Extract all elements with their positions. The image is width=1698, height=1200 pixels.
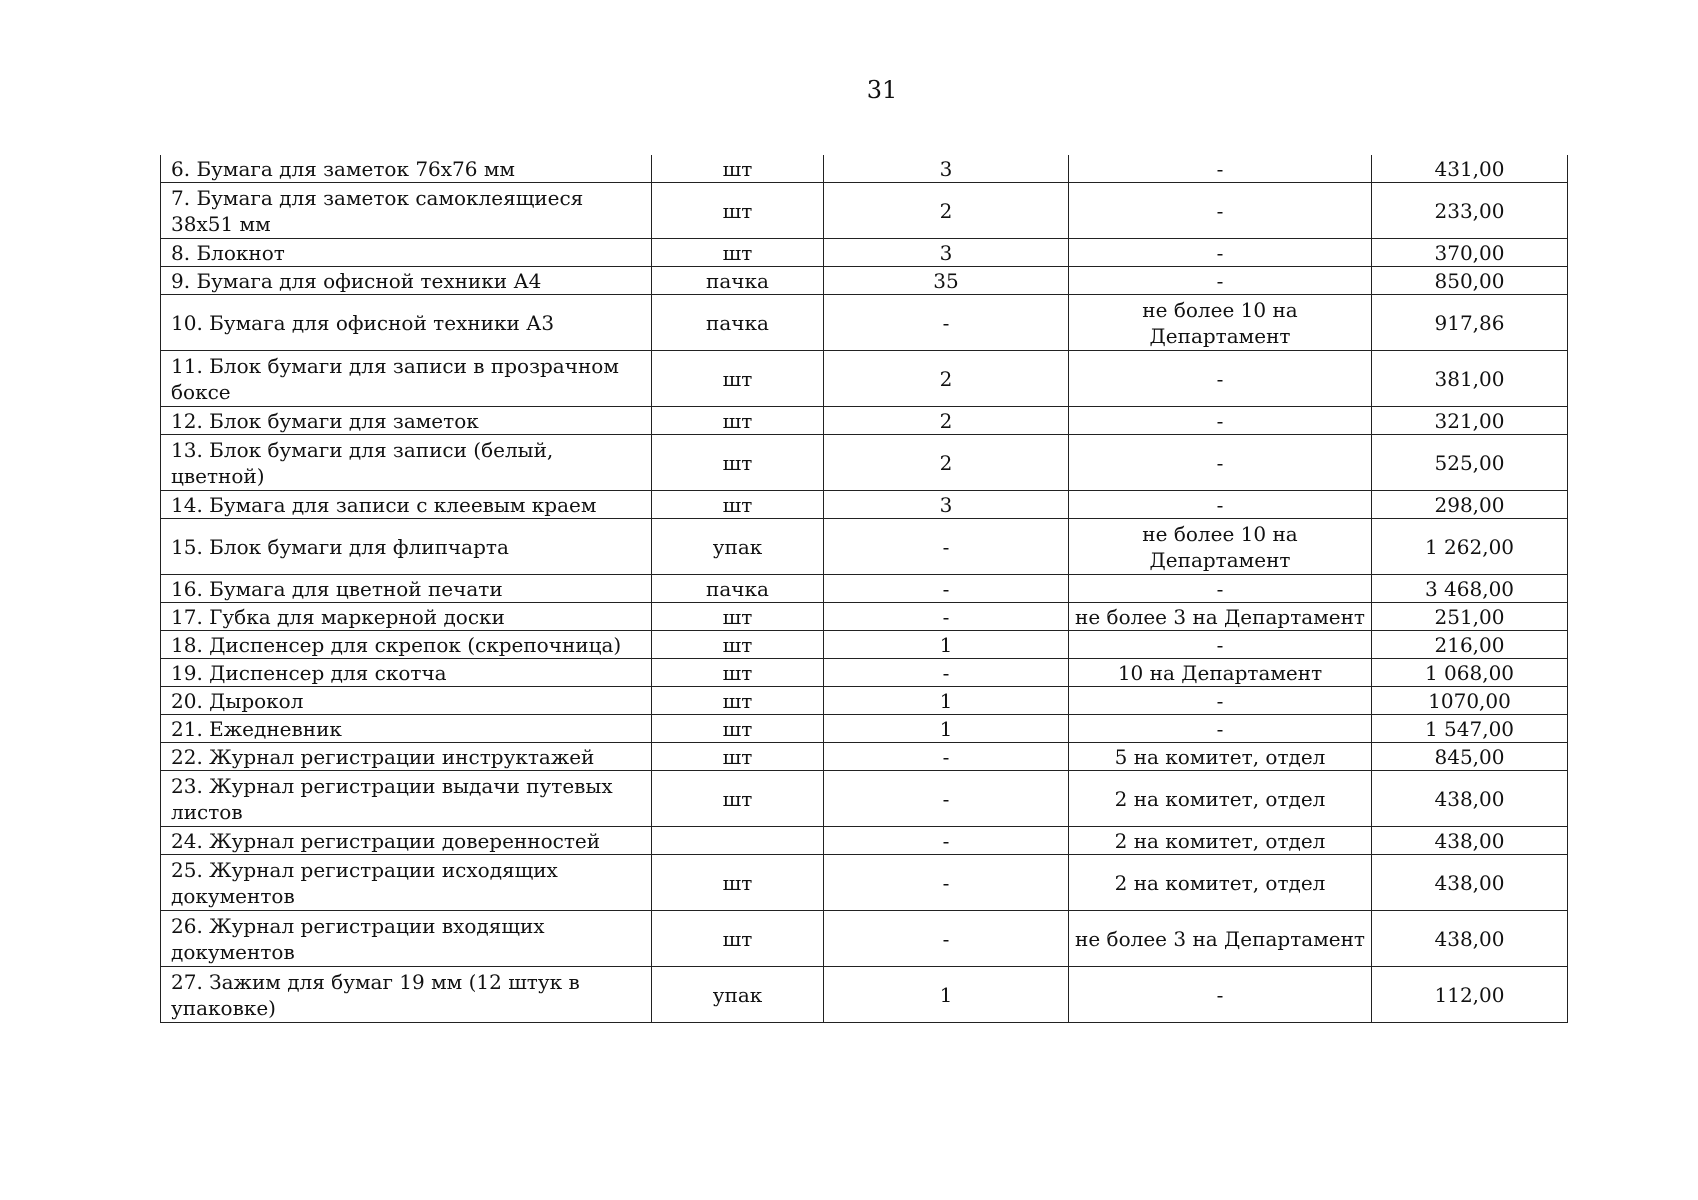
item-price: 438,00 bbox=[1372, 911, 1568, 967]
table-row bbox=[161, 687, 1568, 715]
item-quantity: - bbox=[824, 771, 1069, 827]
item-quantity: 35 bbox=[824, 267, 1069, 295]
item-price: 438,00 bbox=[1372, 855, 1568, 911]
item-price: 1 547,00 bbox=[1372, 715, 1568, 743]
table-row bbox=[161, 855, 1568, 911]
item-unit: шт bbox=[652, 155, 824, 183]
item-price: 917,86 bbox=[1372, 295, 1568, 351]
item-unit: шт bbox=[652, 603, 824, 631]
item-unit: шт bbox=[652, 407, 824, 435]
table-row bbox=[161, 491, 1568, 519]
table-row bbox=[161, 239, 1568, 267]
item-note: - bbox=[1069, 407, 1372, 435]
item-name: 9. Бумага для офисной техники А4 bbox=[161, 267, 652, 295]
item-quantity: - bbox=[824, 659, 1069, 687]
item-unit: пачка bbox=[652, 295, 824, 351]
table-row bbox=[161, 435, 1568, 491]
item-unit: шт bbox=[652, 743, 824, 771]
supplies-table bbox=[160, 155, 1568, 1023]
item-price: 298,00 bbox=[1372, 491, 1568, 519]
table-row bbox=[161, 351, 1568, 407]
item-note: - bbox=[1069, 687, 1372, 715]
item-note: 5 на комитет, отдел bbox=[1069, 743, 1372, 771]
item-unit: шт bbox=[652, 239, 824, 267]
item-note: - bbox=[1069, 183, 1372, 239]
page-number: 31 bbox=[866, 76, 898, 104]
table-row bbox=[161, 519, 1568, 575]
item-quantity: - bbox=[824, 911, 1069, 967]
item-name: 7. Бумага для заметок самоклеящиеся 38х51 мм bbox=[161, 183, 652, 239]
item-name: 21. Ежедневник bbox=[161, 715, 652, 743]
item-quantity: 2 bbox=[824, 407, 1069, 435]
item-name: 13. Блок бумаги для записи (белый, цветной) bbox=[161, 435, 652, 491]
item-price: 381,00 bbox=[1372, 351, 1568, 407]
table-row bbox=[161, 267, 1568, 295]
item-note: 2 на комитет, отдел bbox=[1069, 827, 1372, 855]
item-note: - bbox=[1069, 631, 1372, 659]
table-row bbox=[161, 827, 1568, 855]
item-name: 10. Бумага для офисной техники А3 bbox=[161, 295, 652, 351]
item-name: 17. Губка для маркерной доски bbox=[161, 603, 652, 631]
table-row bbox=[161, 407, 1568, 435]
item-unit bbox=[652, 827, 824, 855]
item-name: 24. Журнал регистрации доверенностей bbox=[161, 827, 652, 855]
item-unit: шт bbox=[652, 771, 824, 827]
item-name: 25. Журнал регистрации исходящих документов bbox=[161, 855, 652, 911]
item-unit: шт bbox=[652, 715, 824, 743]
table-row bbox=[161, 911, 1568, 967]
item-note: - bbox=[1069, 575, 1372, 603]
item-price: 1 262,00 bbox=[1372, 519, 1568, 575]
item-quantity: 2 bbox=[824, 435, 1069, 491]
item-note: - bbox=[1069, 155, 1372, 183]
item-price: 525,00 bbox=[1372, 435, 1568, 491]
item-quantity: - bbox=[824, 743, 1069, 771]
item-name: 11. Блок бумаги для записи в прозрачном боксе bbox=[161, 351, 652, 407]
item-quantity: 3 bbox=[824, 155, 1069, 183]
item-quantity: 2 bbox=[824, 351, 1069, 407]
item-name: 19. Диспенсер для скотча bbox=[161, 659, 652, 687]
item-price: 438,00 bbox=[1372, 771, 1568, 827]
item-price: 370,00 bbox=[1372, 239, 1568, 267]
item-price: 431,00 bbox=[1372, 155, 1568, 183]
item-name: 22. Журнал регистрации инструктажей bbox=[161, 743, 652, 771]
table-row bbox=[161, 575, 1568, 603]
item-name: 15. Блок бумаги для флипчарта bbox=[161, 519, 652, 575]
item-quantity: 1 bbox=[824, 631, 1069, 659]
item-unit: пачка bbox=[652, 267, 824, 295]
item-name: 16. Бумага для цветной печати bbox=[161, 575, 652, 603]
item-unit: шт bbox=[652, 659, 824, 687]
item-name: 23. Журнал регистрации выдачи путевых листов bbox=[161, 771, 652, 827]
item-note: 2 на комитет, отдел bbox=[1069, 855, 1372, 911]
item-name: 26. Журнал регистрации входящих документов bbox=[161, 911, 652, 967]
item-quantity: - bbox=[824, 575, 1069, 603]
item-price: 321,00 bbox=[1372, 407, 1568, 435]
item-note: не более 10 на Департамент bbox=[1069, 295, 1372, 351]
item-note: - bbox=[1069, 239, 1372, 267]
table-row bbox=[161, 967, 1568, 1023]
item-note: 10 на Департамент bbox=[1069, 659, 1372, 687]
item-quantity: 1 bbox=[824, 687, 1069, 715]
item-note: - bbox=[1069, 491, 1372, 519]
table-row bbox=[161, 631, 1568, 659]
item-unit: шт bbox=[652, 491, 824, 519]
item-price: 850,00 bbox=[1372, 267, 1568, 295]
item-price: 3 468,00 bbox=[1372, 575, 1568, 603]
item-price: 1 068,00 bbox=[1372, 659, 1568, 687]
item-note: - bbox=[1069, 967, 1372, 1023]
item-name: 20. Дырокол bbox=[161, 687, 652, 715]
item-unit: шт bbox=[652, 687, 824, 715]
item-quantity: - bbox=[824, 855, 1069, 911]
item-quantity: 3 bbox=[824, 239, 1069, 267]
item-unit: шт bbox=[652, 183, 824, 239]
table-row bbox=[161, 295, 1568, 351]
item-note: - bbox=[1069, 715, 1372, 743]
item-quantity: - bbox=[824, 827, 1069, 855]
item-price: 1070,00 bbox=[1372, 687, 1568, 715]
table-row bbox=[161, 743, 1568, 771]
item-unit: упак bbox=[652, 967, 824, 1023]
item-note: - bbox=[1069, 435, 1372, 491]
table-row bbox=[161, 603, 1568, 631]
item-price: 233,00 bbox=[1372, 183, 1568, 239]
item-name: 27. Зажим для бумаг 19 мм (12 штук в упаковке) bbox=[161, 967, 652, 1023]
item-quantity: 1 bbox=[824, 967, 1069, 1023]
item-unit: шт bbox=[652, 911, 824, 967]
table-row bbox=[161, 659, 1568, 687]
item-note: не более 3 на Департамент bbox=[1069, 603, 1372, 631]
item-unit: пачка bbox=[652, 575, 824, 603]
item-price: 438,00 bbox=[1372, 827, 1568, 855]
item-price: 251,00 bbox=[1372, 603, 1568, 631]
item-quantity: - bbox=[824, 603, 1069, 631]
item-note: не более 3 на Департамент bbox=[1069, 911, 1372, 967]
item-note: не более 10 на Департамент bbox=[1069, 519, 1372, 575]
item-unit: шт bbox=[652, 631, 824, 659]
item-unit: упак bbox=[652, 519, 824, 575]
item-unit: шт bbox=[652, 351, 824, 407]
table-row bbox=[161, 715, 1568, 743]
item-name: 14. Бумага для записи с клеевым краем bbox=[161, 491, 652, 519]
item-price: 845,00 bbox=[1372, 743, 1568, 771]
table-row bbox=[161, 771, 1568, 827]
item-name: 8. Блокнот bbox=[161, 239, 652, 267]
item-name: 18. Диспенсер для скрепок (скрепочница) bbox=[161, 631, 652, 659]
item-quantity: 2 bbox=[824, 183, 1069, 239]
table-row bbox=[161, 155, 1568, 183]
item-quantity: - bbox=[824, 519, 1069, 575]
item-quantity: 1 bbox=[824, 715, 1069, 743]
item-unit: шт bbox=[652, 435, 824, 491]
item-note: 2 на комитет, отдел bbox=[1069, 771, 1372, 827]
item-note: - bbox=[1069, 267, 1372, 295]
table-row bbox=[161, 183, 1568, 239]
item-unit: шт bbox=[652, 855, 824, 911]
item-price: 112,00 bbox=[1372, 967, 1568, 1023]
item-price: 216,00 bbox=[1372, 631, 1568, 659]
item-quantity: - bbox=[824, 295, 1069, 351]
item-name: 6. Бумага для заметок 76х76 мм bbox=[161, 155, 652, 183]
item-note: - bbox=[1069, 351, 1372, 407]
item-name: 12. Блок бумаги для заметок bbox=[161, 407, 652, 435]
item-quantity: 3 bbox=[824, 491, 1069, 519]
